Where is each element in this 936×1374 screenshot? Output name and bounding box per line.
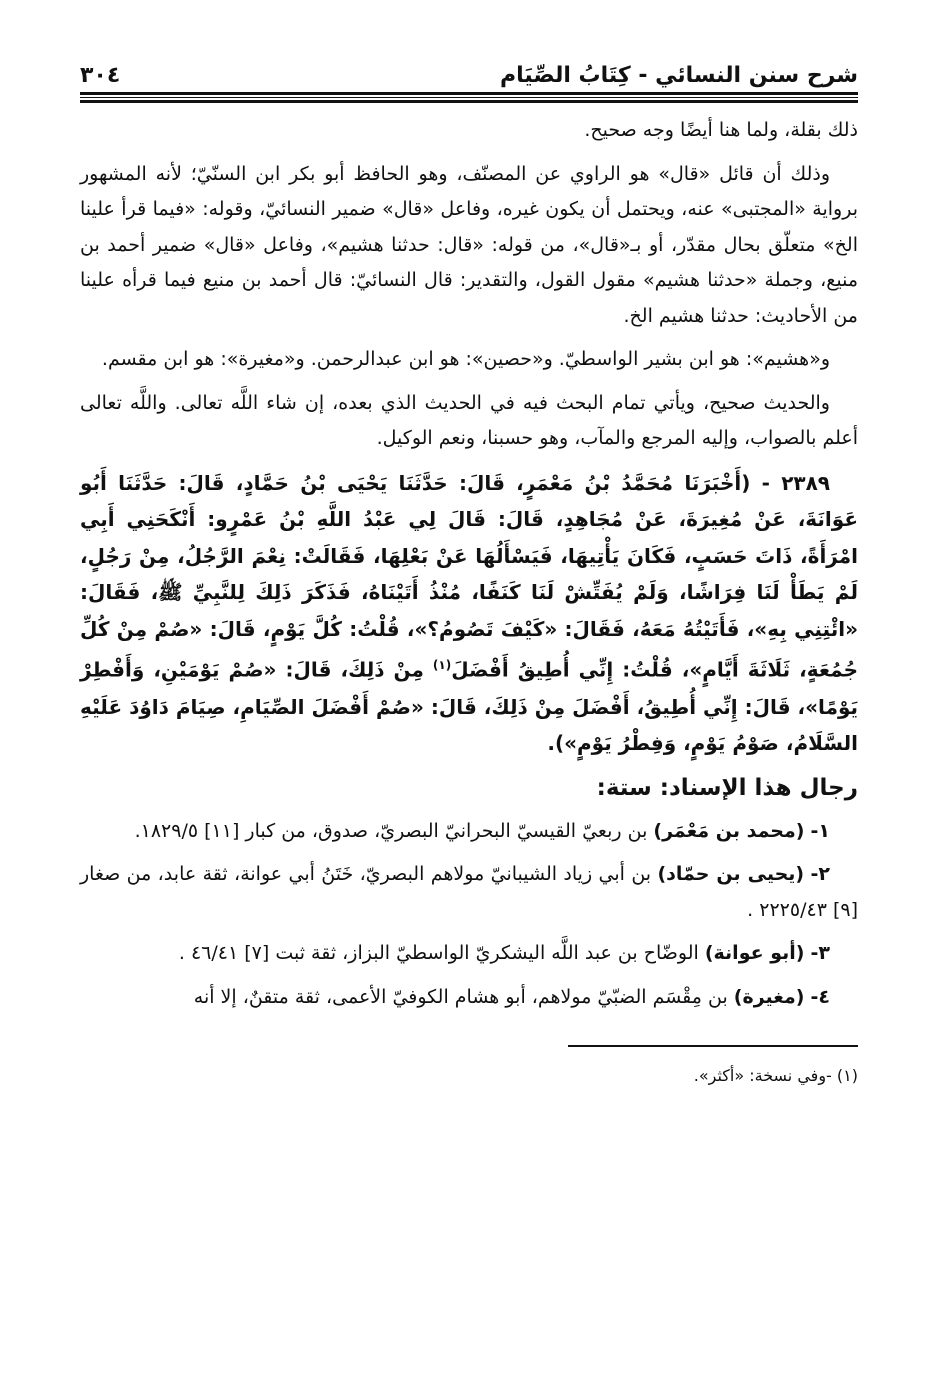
narrator-desc: بن ربعيّ القيسيّ البحرانيّ البصريّ، صدوق، من كبار [١١] ١٨٢٩/٥. — [134, 819, 654, 842]
paragraph: وذلك أن قائل «قال» هو الراوي عن المصنّف، وهو الحافظ أبو بكر ابن السنّيّ؛ لأنه المشهور برواية «المجتبى» عنه، ويحتمل أن يكون غيره، وفاعل «قال» ضمير النسائيّ، وقوله: «فيما قرأ علينا الخ» متعلّق بحال مقدّر، أو بـ«قال»، من قوله: «قال: حدثنا هشيم»، وفاعل «قال» ضمير أحمد بن منيع، وجملة «حدثنا هشيم» مقول القول، والتقدير: قال النسائيّ: قال أحمد بن منيع فيما قرأه علينا من الأحاديث: حدثنا هشيم الخ. — [80, 162, 858, 327]
page-body — [80, 113, 858, 1089]
narrator-name: (يحيى بن حمّاد) — [657, 863, 805, 886]
hadith-text — [80, 465, 858, 762]
page-number: ٣٠٤ — [80, 63, 121, 88]
entry-number: ١- — [810, 819, 830, 842]
hadith-text-part: مِنْ ذَلِكَ، قَالَ: «صُمْ يَوْمَيْنِ، وَأَفْطِرْ يَوْمًا»، قَالَ: إِنِّي أُطِيقُ، أَفْضَلَ مِنْ ذَلِكَ، قَالَ: «صُمْ أَفْضَلَ الصِّيَامِ، صِيَامَ دَاوُدَ عَلَيْهِ السَّلَامُ، صَوْمُ يَوْمٍ، وَفِطْرُ يَوْمٍ»). — [80, 658, 858, 756]
entry-number: ٤- — [810, 985, 830, 1008]
narrator-name: (محمد بن مَعْمَر) — [653, 819, 805, 842]
header-rule — [80, 92, 858, 103]
paragraph: والحديث صحيح، ويأتي تمام البحث فيه في الحديث الذي بعده، إن شاء اللَّه تعالى. واللَّه تعالى أعلم بالصواب، وإليه المرجع والمآب، وهو حسبنا، ونعم الوكيل. — [80, 391, 858, 449]
book-title: شرح سنن النسائي - كِتَابُ الصِّيَام — [500, 63, 858, 88]
entry-number: ٢- — [810, 863, 830, 886]
hadith-text-part: - (أَخْبَرَنَا مُحَمَّدُ بْنُ مَعْمَرٍ، قَالَ: حَدَّثَنَا يَحْيَى بْنُ حَمَّادٍ، قَالَ: حَدَّثَنَا أَبُو عَوَانَةَ، عَنْ مُغِيرَةَ، عَنْ مُجَاهِدٍ، قَالَ: قَالَ لِي عَبْدُ اللَّهِ بْنُ عَمْرٍو: أَنْكَحَنِي أَبِي امْرَأَةً، ذَاتَ حَسَبٍ، فَكَانَ يَأْتِيهَا، فَيَسْأَلُهَا عَنْ بَعْلِهَا، فَقَالَتْ: نِعْمَ الرَّجُلُ، مِنْ رَجُلٍ، لَمْ يَطَأْ لَنَا فِرَاشًا، وَلَمْ يُفَتِّشْ لَنَا كَنَفًا، مُنْذُ أَتَيْنَاهُ، فَذَكَرَ ذَلِكَ لِلنَّبِيِّ ﷺ، فَقَالَ: «ائْتِنِي بِهِ»، فَأَتَيْتُهُ مَعَهُ، فَقَالَ: «كَيْفَ تَصُومُ؟»، قُلْتُ: كُلَّ يَوْمٍ، قَالَ: «صُمْ مِنْ كُلِّ جُمُعَةٍ، ثَلَاثَةَ أَيَّامٍ»، قُلْتُ: إِنِّي أُطِيقُ أَفْضَلَ — [80, 470, 858, 683]
narrator-name: (مغيرة) — [733, 985, 805, 1008]
narrator-desc: بن مِقْسَم الضبّيّ مولاهم، أبو هشام الكوفيّ الأعمى، ثقة متقنٌ، إلا أنه — [193, 985, 734, 1008]
entry-number: ٣- — [810, 942, 830, 965]
footnote: (١) -وفي نسخة: «أكثر». — [693, 1066, 858, 1086]
narrator-entry — [80, 980, 858, 1016]
narrator-entry — [80, 814, 858, 850]
narrator-entry — [80, 936, 858, 972]
hadith-number: ٢٣٨٩ — [781, 470, 831, 495]
narrator-name: (أبو عوانة) — [704, 942, 805, 965]
narrator-desc: بن أبي زياد الشيبانيّ مولاهم البصريّ، خَتَنُ أبي عوانة، ثقة عابد، من صغار [٩] ٢٢٢٥/٤٣ . — [80, 863, 858, 921]
narrator-entry — [80, 857, 858, 928]
running-header — [80, 52, 858, 88]
paragraph: و«هشيم»: هو ابن بشير الواسطيّ. و«حصين»: هو ابن عبدالرحمن. و«مغيرة»: هو ابن مقسم. — [101, 348, 830, 370]
narrator-desc: الوضّاح بن عبد اللَّه اليشكريّ الواسطيّ البزاز، ثقة ثبت [٧] ٤٦/٤١ . — [178, 942, 705, 965]
footnote-rule — [568, 1045, 858, 1047]
footnote-mark: (١) — [432, 658, 452, 673]
paragraph: ذلك بقلة، ولما هنا أيضًا وجه صحيح. — [584, 119, 858, 141]
section-heading: رجال هذا الإسناد: ستة: — [596, 774, 858, 801]
